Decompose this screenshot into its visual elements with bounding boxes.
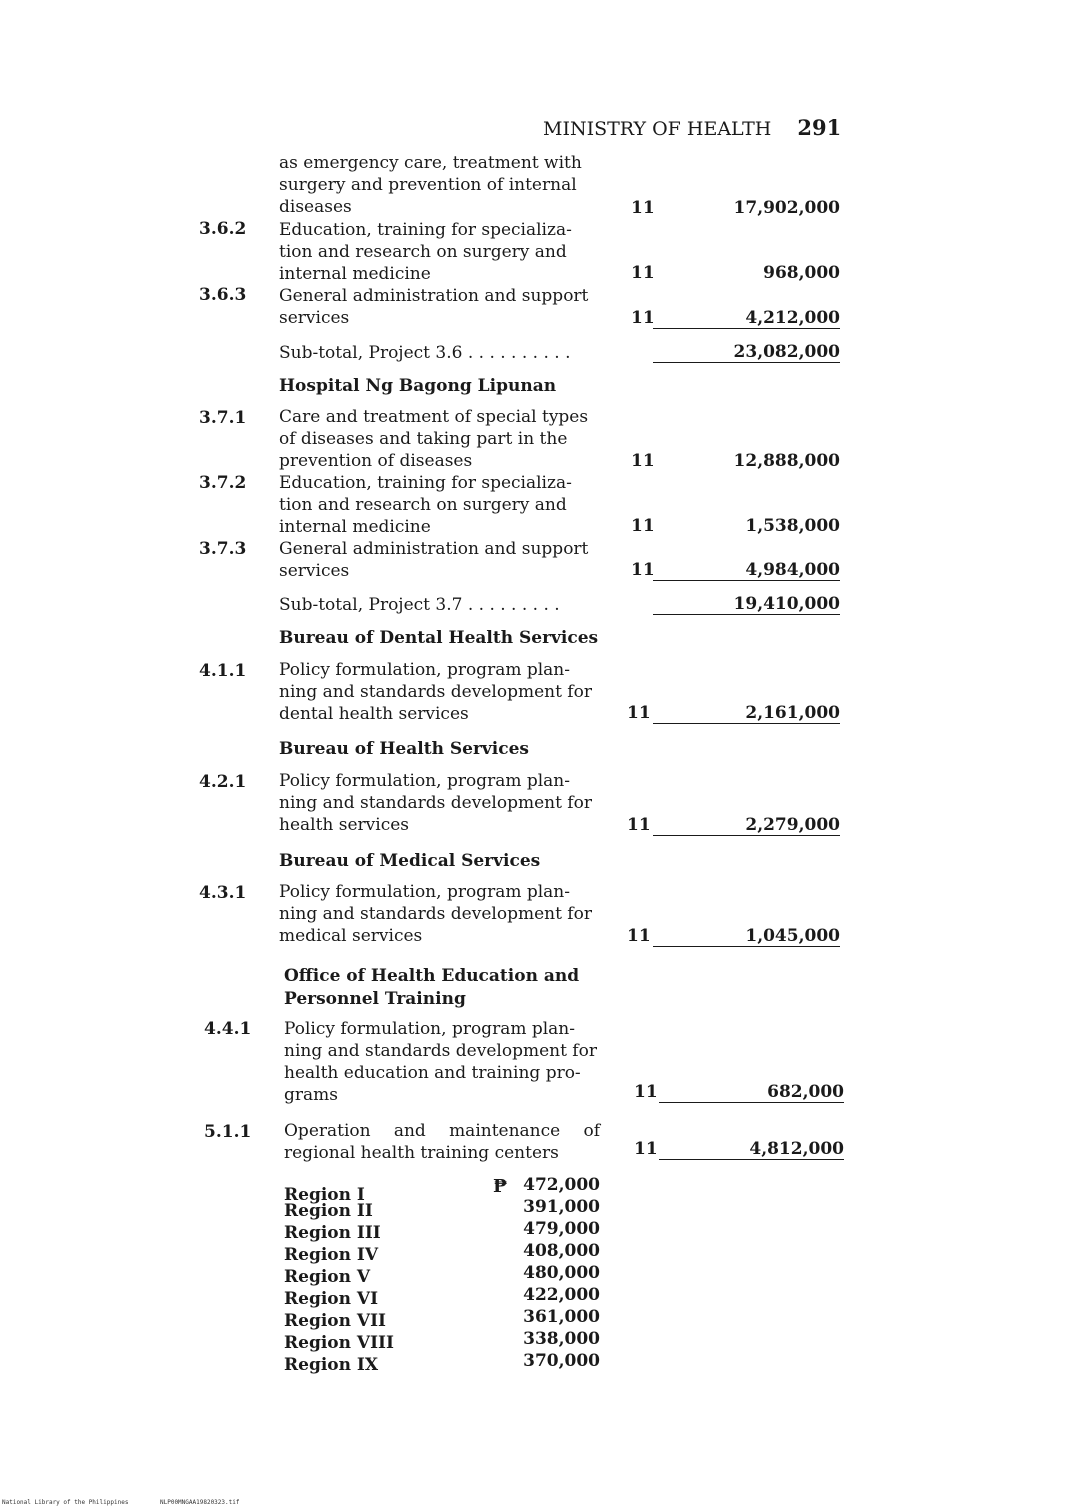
desc-line: tion and research on surgery and <box>279 495 567 515</box>
region-name: Region VII <box>284 1311 386 1331</box>
amount: 4,212,000 <box>653 308 840 329</box>
region-amount: 408,000 <box>523 1241 600 1261</box>
amount: 1,045,000 <box>653 926 840 947</box>
fund-code: 11 <box>634 1139 658 1159</box>
region-name: Region V <box>284 1267 371 1287</box>
desc-line: internal medicine <box>279 264 431 284</box>
fund-code: 11 <box>631 451 655 471</box>
region-name: Region I <box>284 1185 365 1205</box>
desc-line: diseases <box>279 197 352 217</box>
desc-line: Care and treatment of special types <box>279 407 589 427</box>
fund-code: 11 <box>627 815 651 835</box>
footer-file: NLP00MNGAA19820323.tif <box>160 1499 240 1506</box>
desc-line: Policy formulation, program plan- <box>279 660 571 680</box>
region-row <box>284 1353 600 1375</box>
desc-line: General administration and support <box>279 286 589 306</box>
section-heading: Hospital Ng Bagong Lipunan <box>279 376 557 396</box>
heading-line: Personnel Training <box>284 989 466 1009</box>
region-row <box>284 1199 600 1221</box>
region-name: Region IX <box>284 1355 379 1375</box>
entry-desc <box>279 659 592 725</box>
section-heading: Bureau of Health Services <box>279 739 529 759</box>
desc-line: dental health services <box>279 704 469 724</box>
region-row <box>284 1243 600 1265</box>
region-row <box>284 1309 600 1331</box>
item-code: 5.1.1 <box>204 1122 252 1142</box>
desc-line: Policy formulation, program plan- <box>279 882 571 902</box>
fund-code: 11 <box>631 308 655 328</box>
desc-line: ning and standards development for <box>279 904 592 924</box>
region-amount: 422,000 <box>523 1285 600 1305</box>
desc-line: Education, training for specializa- <box>279 220 572 240</box>
subtotal-amount: 19,410,000 <box>653 594 840 615</box>
region-row <box>284 1287 600 1309</box>
desc-line: General administration and support <box>279 539 589 559</box>
amount: 4,812,000 <box>659 1139 844 1160</box>
desc-line: internal medicine <box>279 517 431 537</box>
subtotal-amount: 23,082,000 <box>653 342 840 363</box>
section-heading: Bureau of Dental Health Services <box>279 628 599 648</box>
region-amount: 361,000 <box>523 1307 600 1327</box>
amount: 682,000 <box>659 1082 844 1103</box>
entry-desc <box>279 219 572 285</box>
subtotal-label: Sub-total, Project 3.7 . . . . . . . . . <box>279 595 560 615</box>
peso-sign-icon: ₱ <box>493 1176 508 1197</box>
desc-line: surgery and prevention of internal <box>279 175 577 195</box>
region-row <box>284 1175 600 1205</box>
ministry-title: MINISTRY OF HEALTH <box>543 118 772 140</box>
fund-code: 11 <box>631 198 655 218</box>
desc-line: ning and standards development for <box>279 793 592 813</box>
region-amount: 479,000 <box>523 1219 600 1239</box>
heading-line: Office of Health Education and <box>284 966 580 986</box>
amount: 4,984,000 <box>653 560 840 581</box>
amount: 12,888,000 <box>733 451 840 471</box>
region-amount: 391,000 <box>523 1197 600 1217</box>
entry-desc <box>284 1018 597 1106</box>
region-row <box>284 1331 600 1353</box>
entry-desc <box>279 881 592 947</box>
region-name: Region III <box>284 1223 381 1243</box>
region-amount: 480,000 <box>523 1263 600 1283</box>
amount: 2,279,000 <box>653 815 840 836</box>
item-code: 3.6.3 <box>199 285 247 305</box>
entry-desc <box>279 152 582 218</box>
item-code: 4.1.1 <box>199 661 247 681</box>
item-code: 4.3.1 <box>199 883 247 903</box>
desc-line: Operation and maintenance of <box>284 1121 600 1141</box>
desc-line: medical services <box>279 926 423 946</box>
amount: 968,000 <box>763 263 840 283</box>
fund-code: 11 <box>627 926 651 946</box>
desc-line: health education and training pro- <box>284 1063 581 1083</box>
entry-desc <box>279 406 588 472</box>
region-amount: 472,000 <box>523 1175 600 1195</box>
region-name: Region II <box>284 1201 373 1221</box>
region-amount: 370,000 <box>523 1351 600 1371</box>
desc-line: prevention of diseases <box>279 451 473 471</box>
region-amount: 338,000 <box>523 1329 600 1349</box>
region-row <box>284 1265 600 1287</box>
entry-desc <box>279 472 572 538</box>
desc-line: of diseases and taking part in the <box>279 429 568 449</box>
item-code: 3.7.1 <box>199 408 247 428</box>
running-header <box>543 115 841 140</box>
region-name: Region IV <box>284 1245 379 1265</box>
desc-line: health services <box>279 815 410 835</box>
fund-code: 11 <box>631 516 655 536</box>
item-code: 4.2.1 <box>199 772 247 792</box>
amount: 2,161,000 <box>653 703 840 724</box>
entry-desc <box>279 538 588 582</box>
amount: 17,902,000 <box>733 198 840 218</box>
fund-code: 11 <box>627 703 651 723</box>
page-number: 291 <box>797 115 842 140</box>
desc-line: tion and research on surgery and <box>279 242 567 262</box>
item-code: 3.7.3 <box>199 539 247 559</box>
footer-library: National Library of the Philippines <box>2 1499 129 1506</box>
desc-line: ning and standards development for <box>279 682 592 702</box>
section-heading <box>284 965 579 1011</box>
section-heading: Bureau of Medical Services <box>279 851 541 871</box>
desc-line: ning and standards development for <box>284 1041 597 1061</box>
desc-line: Policy formulation, program plan- <box>279 771 571 791</box>
fund-code: 11 <box>634 1082 658 1102</box>
region-name: Region VI <box>284 1289 379 1309</box>
amount: 1,538,000 <box>745 516 840 536</box>
region-row <box>284 1221 600 1243</box>
item-code: 3.6.2 <box>199 219 247 239</box>
fund-code: 11 <box>631 263 655 283</box>
desc-line: services <box>279 308 350 328</box>
desc-line: regional health training centers <box>284 1143 559 1163</box>
fund-code: 11 <box>631 560 655 580</box>
entry-desc <box>279 770 592 836</box>
desc-line: Education, training for specializa- <box>279 473 572 493</box>
subtotal-label: Sub-total, Project 3.6 . . . . . . . . . . <box>279 343 571 363</box>
entry-desc <box>279 285 588 329</box>
desc-line: as emergency care, treatment with <box>279 153 582 173</box>
desc-line: grams <box>284 1085 338 1105</box>
entry-desc <box>284 1120 600 1164</box>
desc-line: services <box>279 561 350 581</box>
region-name: Region VIII <box>284 1333 394 1353</box>
item-code: 3.7.2 <box>199 473 247 493</box>
desc-line: Policy formulation, program plan- <box>284 1019 576 1039</box>
item-code: 4.4.1 <box>204 1019 252 1039</box>
